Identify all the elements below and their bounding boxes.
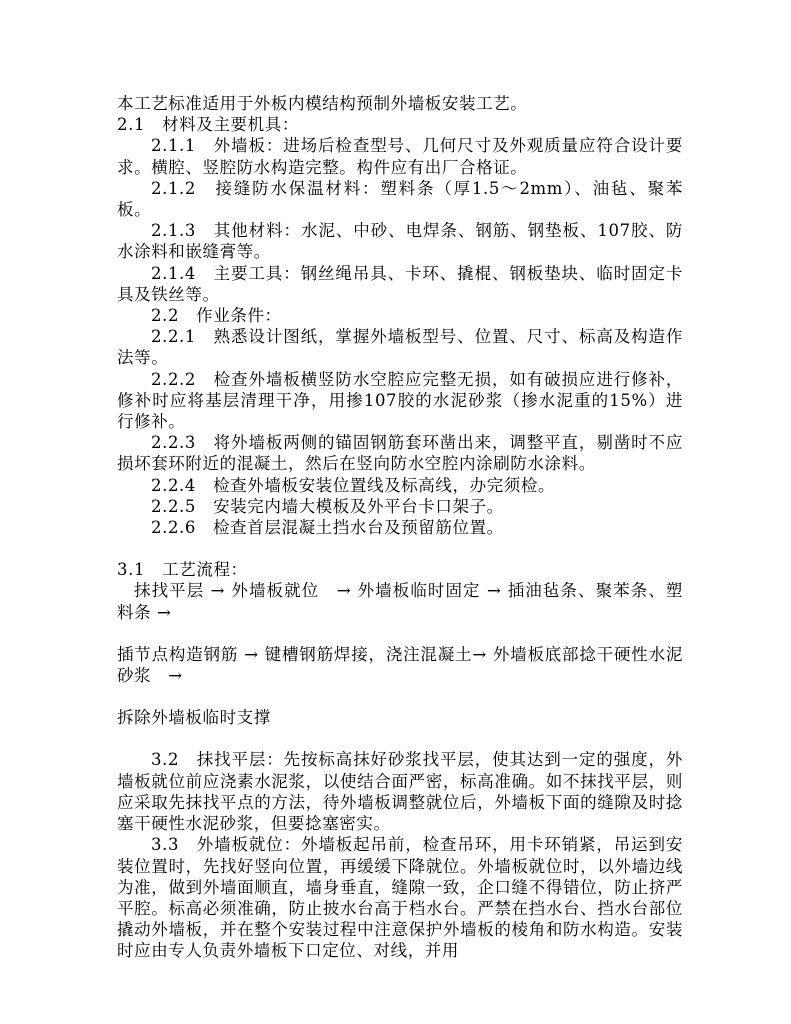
section-2-1-2: 2.1.2 接缝防水保温材料：塑料条（厚1.5～2mm）、油毡、聚苯板。 xyxy=(117,178,683,220)
section-2-1-1: 2.1.1 外墙板：进场后检查型号、几何尺寸及外观质量应符合设计要求。横腔、竖腔防水构造完整。构件应有出厂合格证。 xyxy=(117,136,683,177)
document-body xyxy=(117,93,683,962)
intro-paragraph: 本工艺标准适用于外板内模结构预制外墙板安装工艺。 xyxy=(117,94,528,113)
section-2-1-4: 2.1.4 主要工具：钢丝绳吊具、卡环、撬棍、钢板垫块、临时固定卡具及铁丝等。 xyxy=(117,263,683,304)
blank-line xyxy=(117,686,683,707)
process-flow-line-1: 抹找平层 → 外墙板就位 → 外墙板临时固定 → 插油毡条、聚苯条、塑料条 → xyxy=(117,581,683,622)
section-2-2-5: 2.2.5 安装完内墙大模板及外平台卡口架子。 xyxy=(151,496,504,516)
section-2-1-3: 2.1.3 其他材料：水泥、中砂、电焊条、钢筋、钢垫板、107胶、防水涂料和嵌缝膏等。 xyxy=(117,221,683,262)
section-3-1-heading: 3.1 工艺流程： xyxy=(117,560,248,580)
process-flow-line-3: 拆除外墙板临时支撑 xyxy=(117,708,271,728)
section-2-2-6: 2.2.6 检查首层混凝土挡水台及预留筋位置。 xyxy=(151,518,504,538)
section-2-1-heading: 2.1 材料及主要机具： xyxy=(117,115,299,135)
blank-line xyxy=(117,728,683,749)
section-2-2-1: 2.2.1 熟悉设计图纸，掌握外墙板型号、位置、尺寸、标高及构造作法等。 xyxy=(117,327,683,368)
section-2-2-heading: 2.2 作业条件： xyxy=(151,306,282,326)
section-2-2-4: 2.2.4 检查外墙板安装位置线及标高线，办完须检。 xyxy=(151,475,556,495)
section-3-2: 3.2 抹找平层：先按标高抹好砂浆找平层，使其达到一定的强度，外墙板就位前应浇素水泥浆，以使结合面严密，标高准确。如不抹找平层，则应采取先抹找平点的方法，待外墙板调整就位后，外墙板下面的缝隙及时捻塞干硬性水泥砂浆，但要捻塞密实。 xyxy=(117,750,683,834)
blank-line xyxy=(117,623,683,644)
process-flow-line-2: 插节点构造钢筋 → 键槽钢筋焊接，浇注混凝土→ 外墙板底部捻干硬性水泥砂浆 → xyxy=(117,644,683,686)
section-2-2-2: 2.2.2 检查外墙板横竖防水空腔应完整无损，如有破损应进行修补，修补时应将基层清理干净，用掺107胶的水泥砂浆（掺水泥重的15%）进行修补。 xyxy=(117,369,683,432)
blank-line xyxy=(117,538,683,559)
section-2-2-3: 2.2.3 将外墙板两侧的锚固钢筋套环凿出来，调整平直，剔凿时不应损坏套环附近的混凝土，然后在竖向防水空腔内涂刷防水涂料。 xyxy=(117,433,683,474)
section-3-3: 3.3 外墙板就位：外墙板起吊前，检查吊环，用卡环销紧，吊运到安装位置时，先找好竖向位置，再缓缓下降就位。外墙板就位时，以外墙边线为准，做到外墙面顺直，墙身垂直，缝隙一致，企口缝不得错位，防止挤严平腔。标高必须准确，防止披水台高于档水台。严禁在挡水台、挡水台部位撬动外墙板，并在整个安装过程中注意保护外墙板的棱角和防水构造。安装时应由专人负责外墙板下口定位、对线，并用 xyxy=(117,835,683,961)
